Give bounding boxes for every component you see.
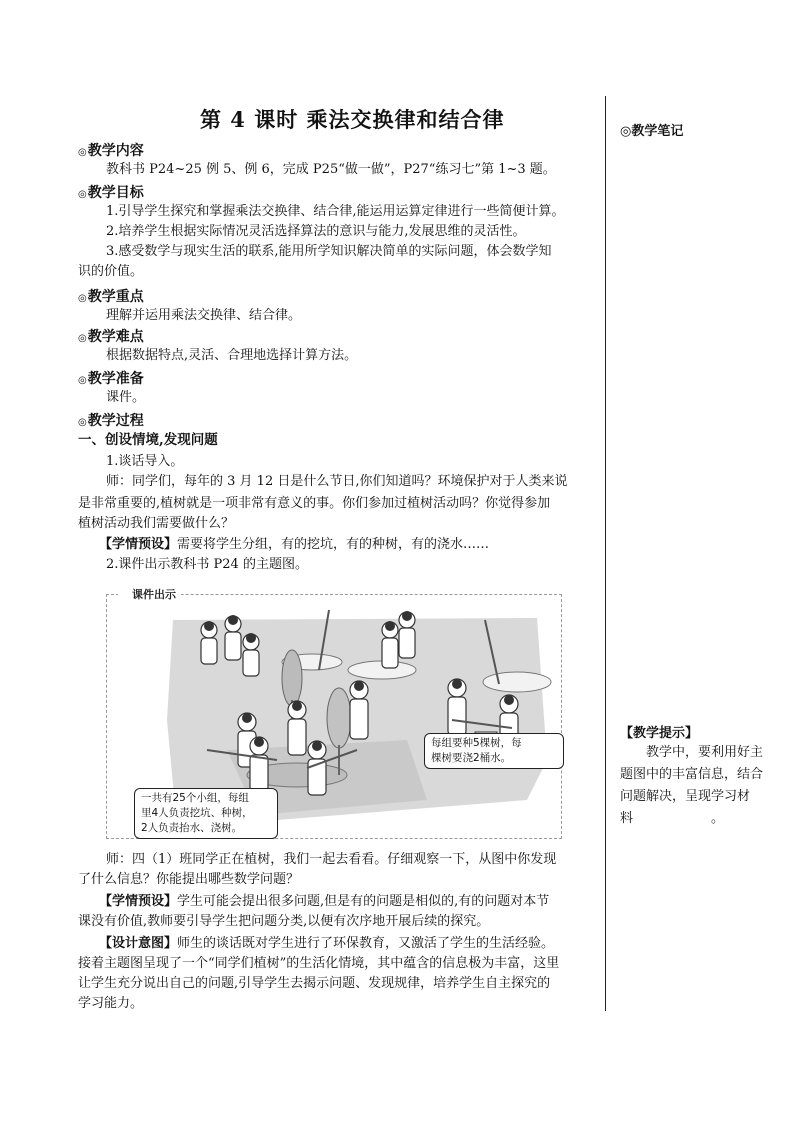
courseware-tag: 课件出示 xyxy=(118,586,181,602)
section-marker-icon: ◎ xyxy=(78,333,87,344)
section-goals-heading: ◎教学目标 xyxy=(78,185,144,201)
section-content-heading: ◎教学内容 xyxy=(78,143,144,159)
section-key-heading: ◎教学重点 xyxy=(78,289,144,305)
intent-line-1: 【设计意图】师生的谈话既对学生进行了环保教育，又激活了学生的生活经验。 xyxy=(99,936,555,951)
preset-1: 【学情预设】需要将学生分组，有的挖坑，有的种树，有的浇水…… xyxy=(99,537,490,552)
intent-line-4: 学习能力。 xyxy=(78,996,144,1011)
goal-3-line-2: 识的价值。 xyxy=(78,264,144,279)
teacher-line-3: 植树活动我们需要做什么？ xyxy=(78,516,235,531)
process-step-2: 2.课件出示教科书 P24 的主题图。 xyxy=(106,557,308,572)
key-text: 理解并运用乘法交换律、结合律。 xyxy=(106,308,302,323)
callout-total-groups: 一共有25个小组，每组 里4人负责挖坑、种树， 2人负责抬水、浇树。 xyxy=(134,788,278,839)
teacher-line-1: 师：同学们，每年的 3 月 12 日是什么节日,你们知道吗？环境保护对于人类来说 xyxy=(106,474,568,489)
teacher-line-5: 了什么信息？你能提出哪些数学问题？ xyxy=(78,872,300,887)
section-difficult-heading: ◎教学难点 xyxy=(78,329,144,345)
teaching-tip-heading: 【教学提示】 xyxy=(620,726,699,741)
section-marker-icon: ◎ xyxy=(78,417,87,428)
page-title: 第 4 课时 乘法交换律和结合律 xyxy=(200,107,505,132)
column-divider xyxy=(605,96,606,1011)
teacher-line-4: 师：四（1）班同学正在植树，我们一起去看看。仔细观察一下，从图中你发现 xyxy=(106,852,557,867)
goal-1: 1.引导学生探究和掌握乘法交换律、结合律,能运用运算定律进行一些简便计算。 xyxy=(106,204,565,219)
process-step-1: 1.谈话导入。 xyxy=(106,454,184,469)
goal-3-line-1: 3.感受数学与现实生活的联系,能用所学知识解决简单的实际问题，体会数学知 xyxy=(106,244,552,259)
section-process-heading: ◎教学过程 xyxy=(78,413,144,429)
section-prep-heading: ◎教学准备 xyxy=(78,371,144,387)
section-marker-icon: ◎ xyxy=(78,293,87,304)
preset-2-line-1: 【学情预设】学生可能会提出很多问题,但是有的问题是相似的,有的问题对本节 xyxy=(99,894,550,909)
goal-2: 2.培养学生根据实际情况灵活选择算法的意识与能力,发展思维的灵活性。 xyxy=(106,224,526,239)
section-marker-icon: ◎ xyxy=(78,147,87,158)
teaching-tip-body: 教学中，要利用好主题图中的丰富信息，结合问题解决，呈现学习材料 。 xyxy=(620,745,764,826)
callout-per-group: 每组要种5棵树，每 棵树要浇2桶水。 xyxy=(424,733,564,769)
teacher-line-2: 是非常重要的,植树就是一项非常有意义的事。你们参加过植树活动吗？你觉得参加 xyxy=(78,496,551,511)
content-text: 教科书 P24~25 例 5、例 6，完成 P25“做一做”，P27“练习七”第 1~3 题。 xyxy=(106,162,556,177)
intent-line-3: 让学生充分说出自己的问题,引导学生去揭示问题、发现规律，培养学生自主探究的 xyxy=(78,976,551,991)
section-marker-icon: ◎ xyxy=(78,375,87,386)
notes-heading: ◎教学笔记 xyxy=(620,124,684,139)
difficult-text: 根据数据特点,灵活、合理地选择计算方法。 xyxy=(106,348,358,363)
section-marker-icon: ◎ xyxy=(78,189,87,200)
prep-text: 课件。 xyxy=(106,390,146,405)
process-part-1: 一、创设情境,发现问题 xyxy=(78,432,218,448)
preset-2-line-2: 课没有价值,教师要引导学生把问题分类,以便有次序地开展后续的探究。 xyxy=(78,914,490,929)
intent-line-2: 接着主题图呈现了一个“同学们植树”的生活化情境，其中蕴含的信息极为丰富，这里 xyxy=(78,956,560,971)
